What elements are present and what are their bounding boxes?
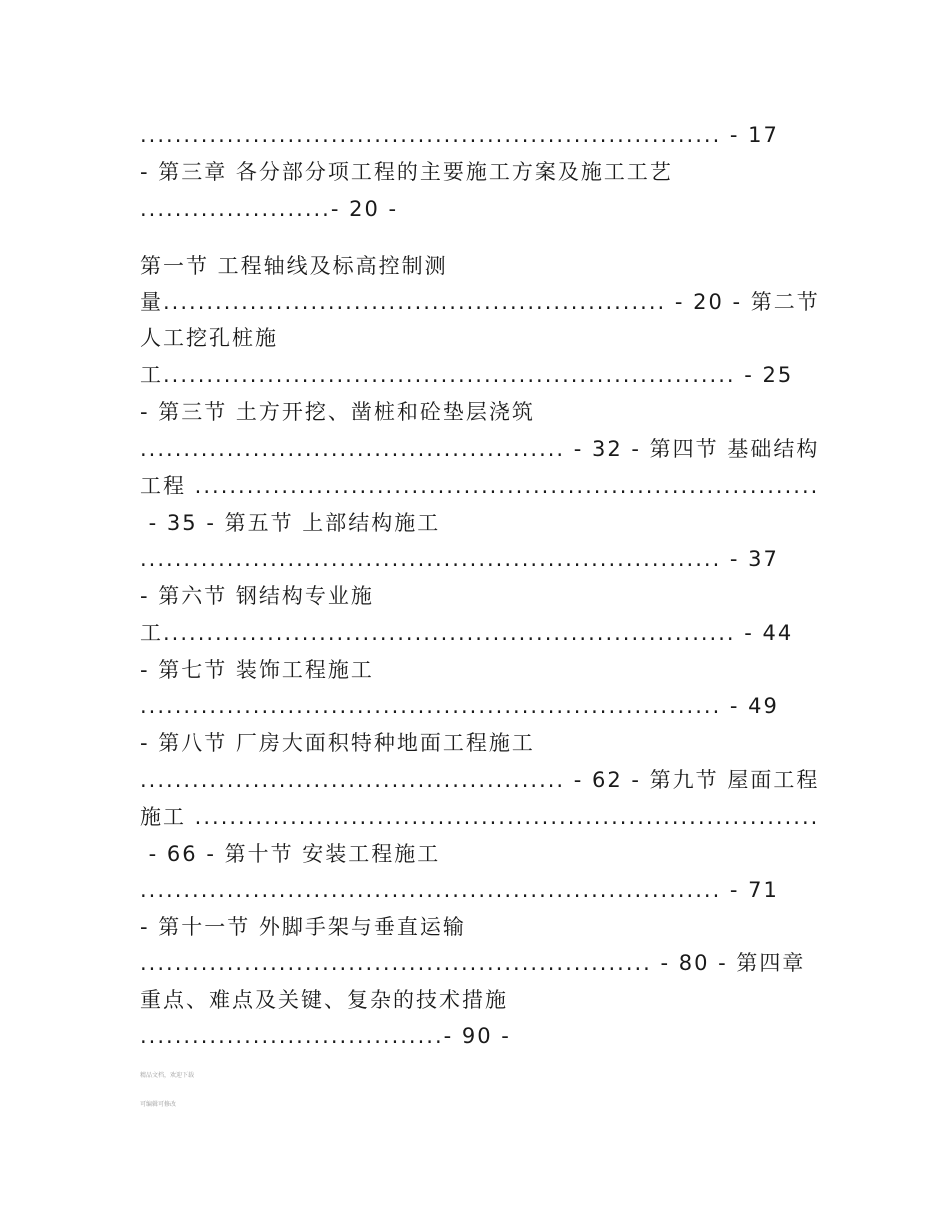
footer-note: 精品文档，欢迎下载	[140, 1072, 195, 1079]
toc-line: ................................................................... - 71	[140, 878, 779, 902]
toc-line: 工程 ........................................................................	[140, 474, 820, 498]
toc-line: - 第八节 厂房大面积特种地面工程施工	[140, 731, 535, 755]
toc-line: - 第十一节 外脚手架与垂直运输	[140, 915, 466, 939]
toc-line: ................................................. - 62 - 第九节 屋面工程	[140, 768, 820, 792]
toc-line: - 第三节 土方开挖、凿桩和砼垫层浇筑	[140, 400, 535, 424]
toc-line: - 35 - 第五节 上部结构施工	[140, 511, 441, 535]
toc-line: 施工 ........................................................................	[140, 805, 820, 829]
toc-line: 重点、难点及关键、复杂的技术措施	[140, 988, 508, 1012]
toc-line: 量.......................................................... - 20 - 第二节	[140, 290, 820, 314]
toc-line: - 66 - 第十节 安装工程施工	[140, 842, 441, 866]
toc-line: 工.................................................................. - 25	[140, 363, 794, 387]
toc-line: ................................................................... - 37	[140, 547, 779, 571]
footer-note: 可编辑可修改	[140, 1101, 177, 1108]
toc-line: ........................................................... - 80 - 第四章	[140, 951, 806, 975]
toc-line: ......................- 20 -	[140, 197, 399, 221]
toc-line: ................................................. - 32 - 第四节 基础结构	[140, 437, 820, 461]
toc-line: ................................................................... - 17	[140, 123, 779, 147]
toc-line: - 第三章 各分部分项工程的主要施工方案及施工工艺	[140, 160, 673, 184]
toc-line: - 第六节 钢结构专业施	[140, 584, 374, 608]
toc-line: 工.................................................................. - 44	[140, 621, 794, 645]
toc-line: - 第七节 装饰工程施工	[140, 658, 374, 682]
toc-line: ...................................- 90 -	[140, 1024, 511, 1048]
toc-line: 人工挖孔桩施	[140, 326, 278, 350]
toc-line: 第一节 工程轴线及标高控制测	[140, 254, 448, 278]
toc-line: ................................................................... - 49	[140, 694, 779, 718]
